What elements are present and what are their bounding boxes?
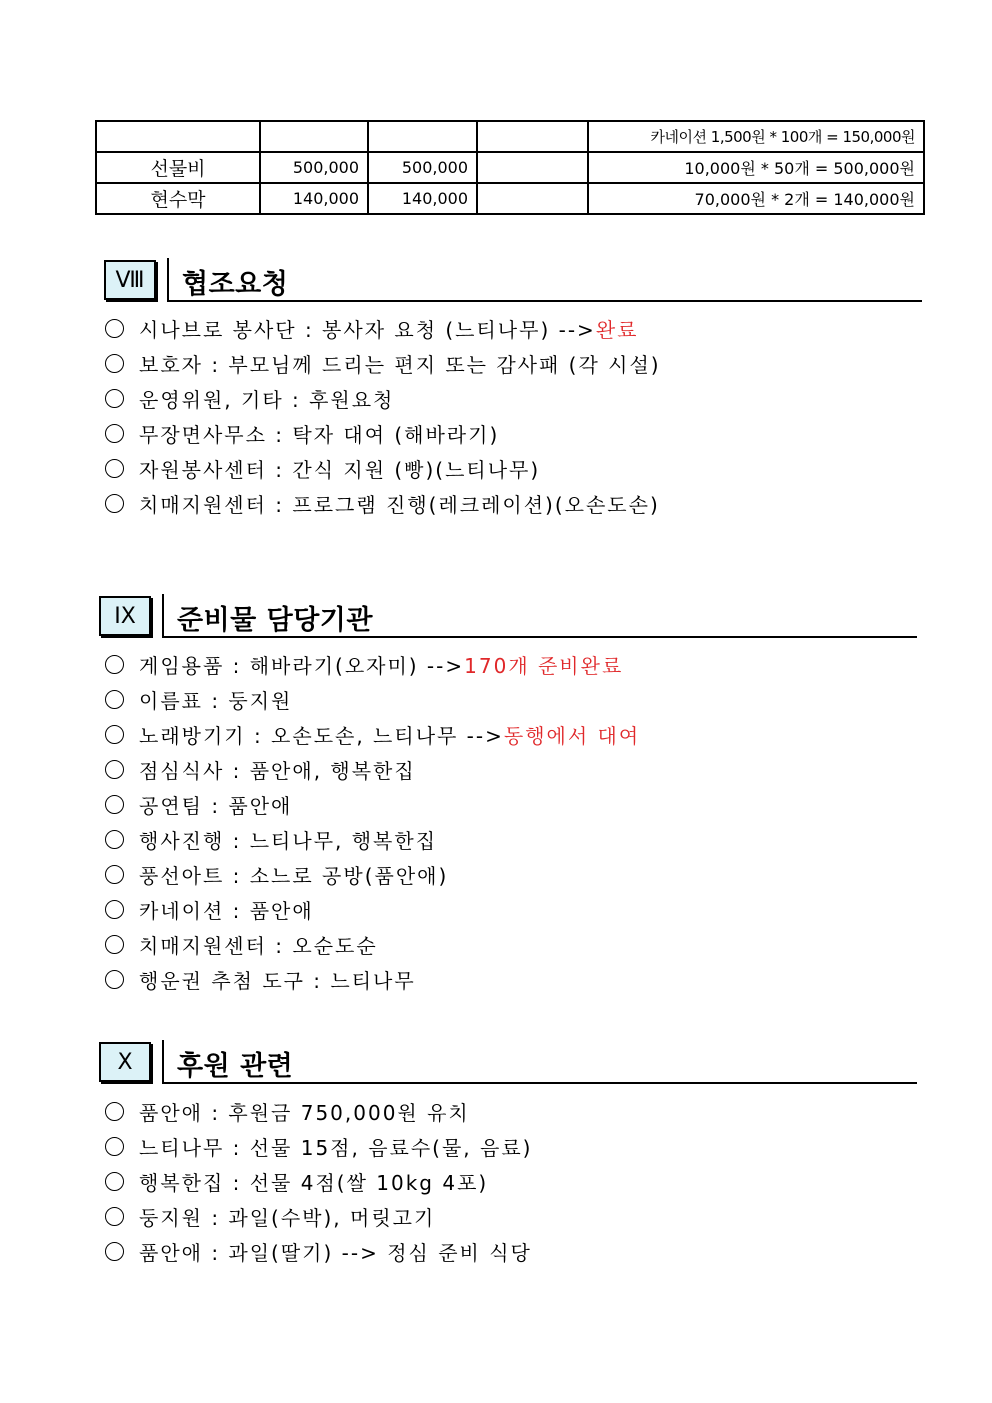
list-item	[105, 718, 640, 750]
circle-bullet-icon	[105, 1207, 124, 1226]
circle-bullet-icon	[105, 389, 124, 408]
diff-cell	[477, 152, 588, 183]
spent-cell: 500,000	[368, 152, 477, 183]
item-text: 보호자 : 부모님께 드리는 편지 또는 감사패 (각 시설)	[139, 352, 661, 377]
detail-cell: 70,000원 * 2개 = 140,000원	[588, 183, 924, 214]
divider	[162, 594, 164, 638]
section-title: 준비물 담당기관	[177, 605, 373, 636]
detail-cell: 10,000원 * 50개 = 500,000원	[588, 152, 924, 183]
item-text: 행복한집 : 선물 4점(쌀 10kg 4포)	[139, 1170, 489, 1195]
list-item	[105, 1095, 470, 1127]
item-text: 품안애 : 후원금 750,000원 유치	[139, 1100, 470, 1125]
list-item	[105, 858, 448, 890]
table-row	[96, 121, 924, 152]
section-number-badge: X	[99, 1042, 151, 1082]
budget-table	[95, 120, 925, 215]
item-cell: 현수막	[96, 183, 260, 214]
item-text: 행사진행 : 느티나무, 행복한집	[139, 828, 438, 853]
circle-bullet-icon	[105, 900, 124, 919]
item-text: 치매지원센터 : 오순도순	[139, 933, 378, 958]
item-text: 점심식사 : 품안애, 행복한집	[139, 758, 416, 783]
circle-bullet-icon	[105, 354, 124, 373]
budget-cell	[260, 121, 368, 152]
circle-bullet-icon	[105, 1172, 124, 1191]
section-header	[0, 1040, 992, 1086]
table-row	[96, 183, 924, 214]
circle-bullet-icon	[105, 970, 124, 989]
list-item	[105, 312, 638, 344]
item-text: 풍선아트 : 소느로 공방(품안애)	[139, 863, 449, 888]
circle-bullet-icon	[105, 1102, 124, 1121]
circle-bullet-icon	[105, 690, 124, 709]
list-item	[105, 1235, 532, 1267]
item-text: 행운권 추첨 도구 : 느티나무	[139, 968, 416, 993]
circle-bullet-icon	[105, 1242, 124, 1261]
circle-bullet-icon	[105, 459, 124, 478]
divider	[162, 1040, 164, 1084]
section-header	[0, 258, 992, 304]
spent-cell: 140,000	[368, 183, 477, 214]
circle-bullet-icon	[105, 725, 124, 744]
item-text: 이름표 : 둥지원	[139, 688, 293, 713]
list-item	[105, 893, 314, 925]
list-item	[105, 753, 416, 785]
circle-bullet-icon	[105, 935, 124, 954]
list-item	[105, 648, 623, 680]
list-item	[105, 683, 292, 715]
item-text: 운영위원, 기타 : 후원요청	[139, 387, 395, 412]
item-cell	[96, 121, 260, 152]
item-text: 치매지원센터 : 프로그램 진행(레크레이션)(오손도손)	[139, 492, 660, 517]
diff-cell	[477, 121, 588, 152]
divider	[167, 258, 169, 302]
item-highlight: 동행에서 대여	[503, 723, 641, 748]
budget-cell: 500,000	[260, 152, 368, 183]
circle-bullet-icon	[105, 1137, 124, 1156]
item-highlight: 완료	[595, 317, 639, 342]
list-item	[105, 1200, 435, 1232]
circle-bullet-icon	[105, 795, 124, 814]
item-text: 느티나무 : 선물 15점, 음료수(물, 음료)	[139, 1135, 533, 1160]
item-text: 둥지원 : 과일(수박), 머릿고기	[139, 1205, 436, 1230]
list-item	[105, 452, 540, 484]
item-text: 무장면사무소 : 탁자 대여 (해바라기)	[139, 422, 500, 447]
list-item	[105, 823, 437, 855]
item-highlight: 170개 준비완료	[464, 653, 624, 678]
item-text: 공연팀 : 품안애	[139, 793, 293, 818]
list-item	[105, 1130, 532, 1162]
section-number-badge: Ⅷ	[104, 260, 156, 300]
table-row	[96, 152, 924, 183]
circle-bullet-icon	[105, 494, 124, 513]
diff-cell	[477, 183, 588, 214]
list-item	[105, 347, 661, 379]
circle-bullet-icon	[105, 760, 124, 779]
item-text: 품안애 : 과일(딸기) --> 정심 준비 식당	[139, 1240, 532, 1265]
list-item	[105, 928, 378, 960]
item-text: 시나브로 봉사단 : 봉사자 요청 (느티나무) -->	[139, 317, 596, 342]
item-text: 자원봉사센터 : 간식 지원 (빵)(느티나무)	[139, 457, 541, 482]
list-item	[105, 1165, 488, 1197]
list-item	[105, 487, 660, 519]
circle-bullet-icon	[105, 424, 124, 443]
list-item	[105, 382, 394, 414]
item-text: 게임용품 : 해바라기(오자미) -->	[139, 653, 465, 678]
list-item	[105, 788, 292, 820]
list-item	[105, 417, 499, 449]
section-title: 협조요청	[182, 269, 289, 300]
list-item	[105, 963, 416, 995]
section-title: 후원 관련	[177, 1051, 294, 1082]
item-cell: 선물비	[96, 152, 260, 183]
budget-cell: 140,000	[260, 183, 368, 214]
detail-cell: 카네이션 1,500원 * 100개 = 150,000원	[588, 121, 924, 152]
circle-bullet-icon	[105, 319, 124, 338]
section-number-badge: IX	[99, 596, 151, 636]
circle-bullet-icon	[105, 865, 124, 884]
item-text: 카네이션 : 품안애	[139, 898, 314, 923]
section-header	[0, 594, 992, 640]
spent-cell	[368, 121, 477, 152]
circle-bullet-icon	[105, 830, 124, 849]
item-text: 노래방기기 : 오손도손, 느티나무 -->	[139, 723, 504, 748]
circle-bullet-icon	[105, 655, 124, 674]
